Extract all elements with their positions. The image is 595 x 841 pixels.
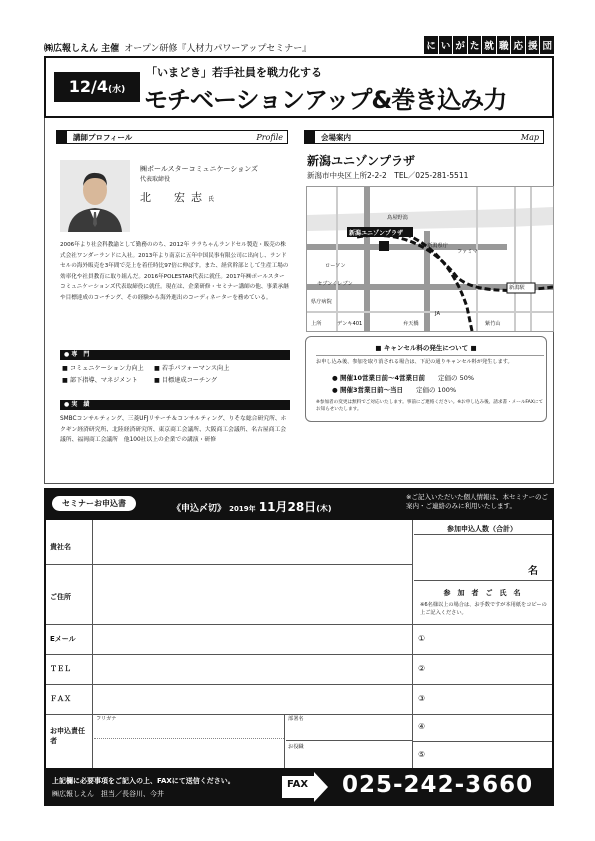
cancel-row: ● 開催3営業日前～当日 定価の 100% [332,386,457,394]
brand-char: い [439,36,453,54]
position-label: お役職 [288,744,304,750]
form-footer [46,768,552,806]
specialty-item: ■ 目標達成コーチング [154,377,218,384]
row-divider [46,564,412,565]
venue-heading-label: 会場案内 [321,132,351,142]
participant-number: ④ [418,722,426,731]
dept-divider [286,740,412,741]
email-field[interactable] [94,626,410,652]
profile-heading-en: Profile [256,132,283,142]
venue-tel: TEL／025-281-5511 [394,171,469,180]
footer-contact: ㈱広報しえん 担当／長谷川、今井 [52,790,164,798]
map-label-school: 新潟県庁 [427,243,448,249]
address-field[interactable] [94,566,410,622]
lecturer-name-block [140,189,214,205]
map-label-seven: セブンイレブン [317,281,353,287]
top-bar [44,36,554,54]
seminar-subtitle: 「いまどき」若手社員を戦力化する [146,66,322,79]
fax-number: 025-242-3660 [342,772,534,798]
specialty-text: 目標達成コーチング [161,377,218,384]
furigana-label: フリガナ [96,716,117,722]
form-tag: セミナーお申込書 [52,496,136,511]
cancel-policy-box [305,336,547,422]
position-field[interactable] [286,742,410,766]
brand-char: 職 [497,36,511,54]
specialty-item: ■ 若手パフォーマンス向上 [154,365,230,372]
participant-number: ③ [418,694,426,703]
map-label-hosp: 県庁病院 [311,299,332,305]
names-note: ※6名様以上の場合は、お手数ですが本用紙をコピーの上ご記入ください。 [420,602,547,616]
field-label-email: Eメール [50,635,76,643]
responsible-name-field[interactable] [94,716,282,766]
map-label-okubo: 紫竹山 [485,321,501,327]
company-field[interactable] [94,522,410,564]
cancel-row-label: 開催3営業日前～当日 [339,386,403,394]
seminar-header [44,56,554,118]
map-label-kamisho: 上所 [311,321,322,327]
cancel-row-label: 開催10営業日前～4営業日前 [339,374,426,382]
brand-logo [424,36,554,54]
participant-number: ⑤ [418,750,426,759]
cancel-notes: ※参加者の変更は無料でご対応いたします。事前にご連絡ください。※お申し込み後、請求書・メールFAXにてお知らせいたします。 [316,400,544,412]
map-label-family: ファミマ [457,249,478,255]
record-heading-label: 実 績 [71,401,90,408]
deadline-year: 2019年 [229,505,256,513]
map-label-ja: JA [435,311,440,317]
field-label-responsible: お申込責任者 [50,727,85,745]
specialty-item: ■ 部下指導、マネジメント [62,377,138,384]
venue-heading [304,130,544,144]
cancel-title-text: キャンセル料の発生について [383,344,469,352]
seminar-title: モチベーションアップ&巻き込み力 [144,86,507,114]
cancel-row: ● 開催10営業日前～4営業日前 定価の 50% [332,374,475,382]
venue-address: 新潟市中央区上所2-2-2 [307,171,387,180]
participant-number: ① [418,634,426,643]
row-divider [46,624,552,625]
specialty-heading: ● 専 門 [60,350,290,360]
record-text: SMBCコンサルティング、三菱UFJリサーチ＆コンサルティング、りそな総合研究所、ホクギン経済研究所、北陸経済研究所、東京商工会議所、大阪商工会議所、名古屋商工会議所、福岡商工会議所 他100社以上の企業での講演・研修 [60,416,287,443]
names-divider [414,580,552,581]
map-label-sannomiya: 弁天橋 [403,321,419,327]
field-label-company: 貴社名 [50,543,71,551]
tel-field[interactable] [94,656,410,682]
participant-number: ② [418,664,426,673]
form-header [46,490,552,520]
lecturer-photo [60,160,130,232]
date: 12/4 [68,77,108,96]
participant-names-field[interactable] [432,626,550,766]
footer-instruction: 上記欄に必要事項をご記入の上、FAXにて送信ください。 [52,777,235,785]
venue-map[interactable] [306,186,554,332]
specialty-heading-label: 専 門 [71,351,90,358]
lecturer-company: ㈱ポールスターコミュニケーションズ [140,165,259,173]
brand-char: 援 [526,36,540,54]
cancel-divider [316,355,544,356]
lecturer-name: 北 宏志 [140,191,208,204]
brand-char: 就 [482,36,496,54]
map-label-lawson: ローソン [325,263,346,269]
dept-label: 部署名 [288,716,304,722]
honorific: 氏 [208,196,215,203]
venue-heading-en: Map [520,132,539,142]
record-heading: ● 実 績 [60,400,290,410]
inner-divider [284,714,285,768]
deadline-date: 11月28日 [258,500,317,514]
field-label-fax: ＦＡＸ [50,695,71,703]
field-label-tel: ＴＥＬ [50,665,71,673]
fax-field[interactable] [94,686,410,712]
brand-char: に [424,36,438,54]
lecturer-bio: 2006年より社会科教諭として勤務ののち、2012年 ララちゃんランドセル製造・販売の株式会社ワンダーランドに入社。2013年より南京に五年中国民事有限公司に出向し、ランドセルの海外販売を3年間で売上を着任時比97倍に伸ばす。また、経営幹部として生産工場の効率化や社員教育に取り組んだ。2016年POLESTAR代表に就任。2017年㈱ポールスターコミュニケーションズ代表取締役に就任。現在は、企業研修・セミナー講師の他、事業承継や目標達成のコーチング、その経験から海外進出のコーディネーターを務めている。 [60,242,289,301]
map-label-denki: デンキ401 [337,321,363,327]
names-label: 参 加 者 ご 氏 名 [443,589,521,597]
cancel-title: ■ キャンセル料の発生について ■ [375,344,477,352]
column-divider [412,520,413,768]
fax-label: FAX [287,779,309,790]
cancel-row-value: 定価の 50% [438,374,475,382]
dept-field[interactable] [286,716,410,738]
weekday: (水) [108,85,126,95]
deadline-label: 《申込〆切》 [172,504,227,514]
brand-char: が [453,36,467,54]
cancel-lead: お申し込み後、参加を取り消される場合は、下記の通りキャンセル料が発生します。 [316,359,513,365]
lecturer-role: 代表取締役 [140,176,171,183]
venue-address-line [307,170,468,181]
date-badge [54,72,140,102]
field-label-address: ご住所 [50,593,71,601]
count-divider [414,534,552,535]
form-deadline [172,498,332,515]
organizer: ㈱広報しえん 主催 [44,44,120,54]
series-title: オープン研修『人材力パワーアップセミナー』 [124,44,312,54]
cancel-row-value: 定価の 100% [415,386,457,394]
privacy-note: ※ご記入いただいた個人情報は、本セミナーのご案内・ご連絡のみに利用いたします。 [406,493,548,510]
application-form [44,488,554,806]
specialty-list [62,364,292,385]
specialty-text: コミュニケーション力向上 [69,365,144,372]
brand-char: た [468,36,482,54]
brand-char: 応 [511,36,525,54]
count-label: 参加申込人数（合計） [447,525,517,533]
map-station-label: 新潟駅 [509,285,525,291]
map-venue-label: 新潟ユニゾンプラザ [349,230,404,237]
specialty-item: ■ コミュニケーション力向上 [62,365,144,372]
venue-name: 新潟ユニゾンプラザ [307,154,416,168]
count-unit: 名 [528,566,538,577]
map-river-label: 鳥屋野潟 [387,215,408,221]
specialty-text: 若手パフォーマンス向上 [161,365,230,372]
profile-heading [56,130,288,144]
brand-char: 団 [540,36,554,54]
deadline-weekday: (木) [316,504,332,513]
label-divider [92,520,93,768]
profile-heading-label: 講師プロフィール [73,132,133,142]
specialty-text: 部下指導、マネジメント [69,377,138,384]
